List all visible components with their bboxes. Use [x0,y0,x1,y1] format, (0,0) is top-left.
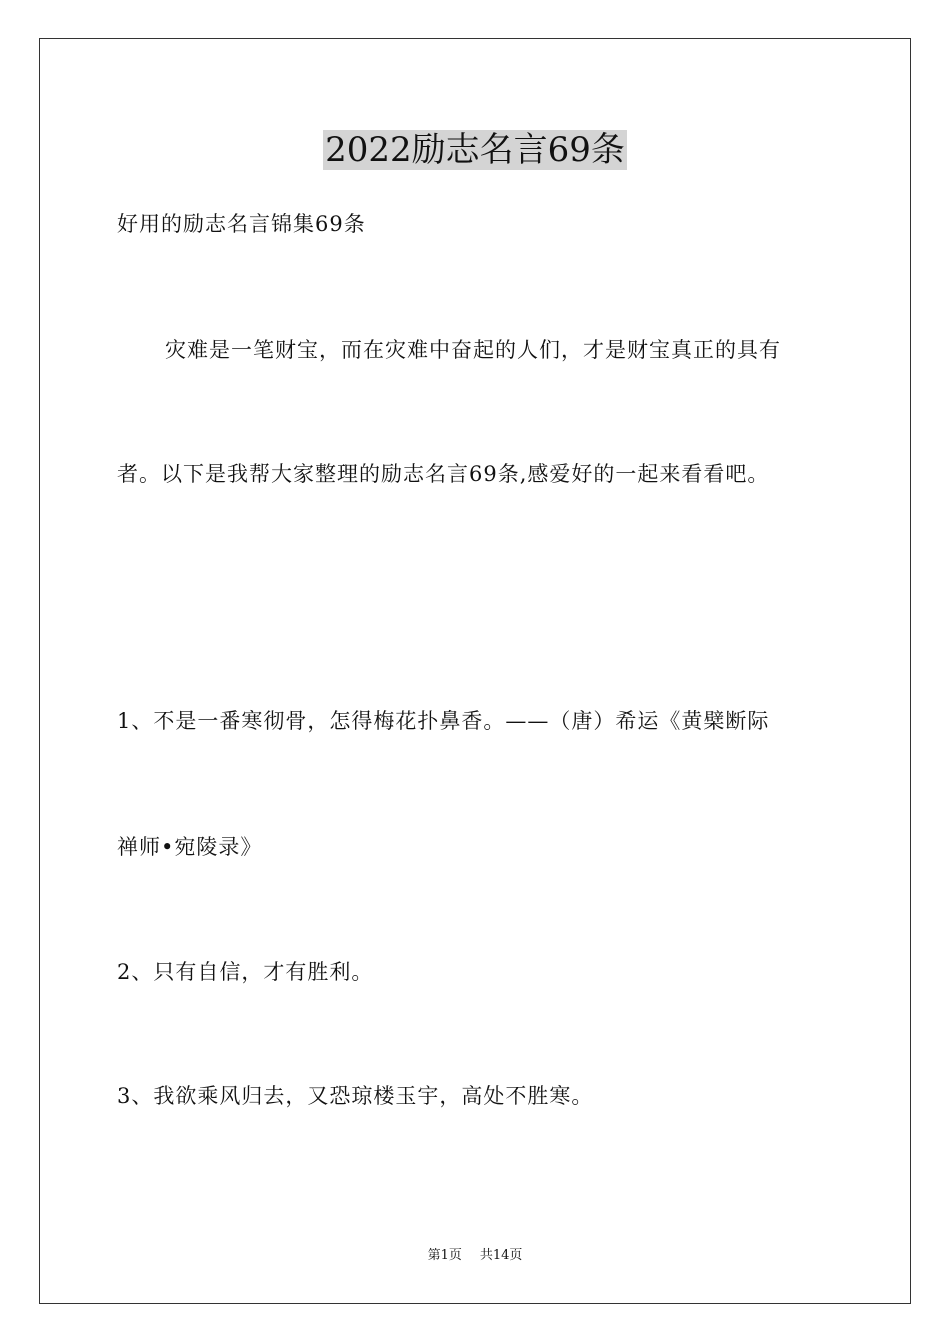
intro-paragraph-line-2: 者。以下是我帮大家整理的励志名言69条,感爱好的一起来看看吧。 [117,462,770,486]
quote-item-2: 2、只有自信，才有胜利。 [117,960,374,984]
page-total: 共14页 [479,1248,523,1263]
quote-item-1-line-2: 禅师•宛陵录》 [117,835,263,859]
quote-item-3: 3、我欲乘风归去，又恐琼楼玉宇，高处不胜寒。 [117,1084,594,1108]
document-subtitle: 好用的励志名言锦集69条 [117,212,366,236]
quote-item-1-line-1: 1、不是一番寒彻骨，怎得梅花扑鼻香。——（唐）希运《黄檗断际 [117,709,770,733]
document-title [0,126,950,174]
page-footer [0,1247,950,1265]
intro-paragraph-line-1: 灾难是一笔财宝，而在灾难中奋起的人们，才是财宝真正的具有 [165,338,781,362]
document-title-text: 2022励志名言69条 [325,130,625,170]
page-number: 第1页 [427,1248,462,1263]
